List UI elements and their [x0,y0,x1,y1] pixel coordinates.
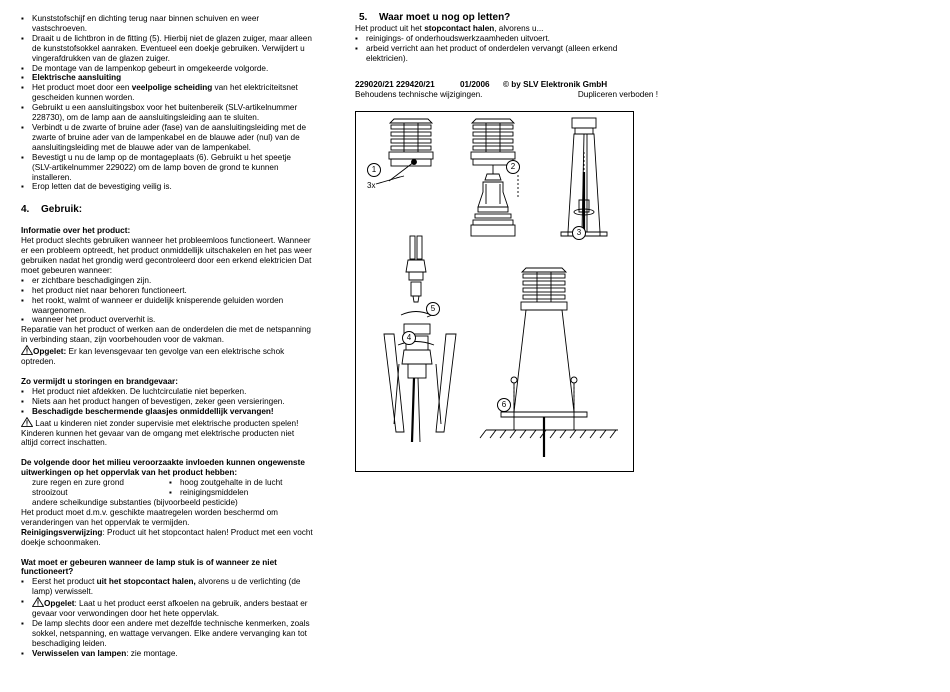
bulb-and-socket-drawing [384,236,456,442]
cleaning-note [21,528,313,548]
unplug-list [355,34,655,64]
article-info-row [355,80,655,90]
list-item [21,649,313,659]
cleaning-label: Reinigingsverwijzing [21,527,103,537]
lamp-base-drawing [561,118,607,236]
fire-hazard-list [21,387,313,417]
article-numbers: 229020/21 229420/21 [355,79,435,89]
list-item: ▪ Het product niet afdekken. De luchtcirculatie niet beperken. [21,387,313,397]
list-item: ▪ Erop letten dat de bevestiging veilig is. [21,182,313,192]
section-4-heading [21,204,313,216]
caution-shock [21,345,313,367]
text-segment-bold: veelpolige scheiding [131,83,213,93]
section-5-heading [355,12,655,24]
lamp-head-drawing-1 [376,119,433,184]
env-item: strooizout [32,488,68,498]
caution-text: Er kan levensgevaar ten gevolge van een elektrische schok optreden. [21,347,285,367]
list-item [21,597,313,619]
env-item: ▪ reinigingsmiddelen [169,488,319,498]
env-item: zure regen en zure grond [32,478,124,488]
product-info-text: Het product slechts gebruiken wanneer het probleemloos functioneert. Wanneer er een probleem optreedt, het product onmiddellijk uitschakelen en het pas weer gebruiken nadat het grondig werd gecontroleerd door een erkend elektricien Dat moet gebeuren wanneer: [21,236,312,275]
text-segment: Het product uit het [355,24,425,33]
list-item: ▪ Verbindt u de zwarte of bruine ader (fase) van de aansluitingsleiding met de zwarte of bruine ader van de lampenkabel en de blauwe ader (nul) van de aansluitingsleiding met de blauwe ader van de lampenkabel. [21,123,313,153]
problem-list [21,276,313,326]
caution-label: Opgelet: [33,347,67,357]
text-segment: Het product moet door een [32,83,132,93]
environment-heading: De volgende door het milieu veroorzaakte invloeden kunnen ongewenste uitwerkingen op het oppervlak van het product hebben: [21,458,305,478]
list-item: ▪ het product niet naar behoren functioneert. [21,286,313,296]
caution-text: : Laat u het product eerst afkoelen na gebruik, anders bestaat er gevaar voor verwondingen door het hete oppervlak. [32,599,308,619]
text-segment: van het elektriciteitsnet gescheiden kunnen worden. [32,83,298,103]
lamp-head-drawing-2 [471,119,518,236]
list-item: ▪ Kunststofschijf en dichting terug naar binnen schuiven en weer vastschroeven. [21,14,313,34]
env-item: andere scheikundige substanties (bijvoorbeeld pesticide) [32,497,238,507]
list-item: ▪ het rookt, walmt of wanneer er duidelijk knisperende geluiden worden waargenomen. [21,296,313,316]
environment-influences [21,478,313,508]
children-warning [21,417,313,449]
text-segment: Eerst het product [32,577,97,587]
callout-6: 6 [497,398,511,412]
section-number: 4. [21,204,30,216]
env-item: ▪ hoog zoutgehalte in de lucht [169,478,319,488]
caution-label: Opgelet [44,599,75,609]
technical-changes-note: Behoudens technische wijzigingen. [355,89,483,99]
list-item: ▪ reinigings- of onderhoudswerkzaamheden uitvoert. [355,34,655,44]
list-item: ▪ Draait u de lichtbron in de fitting (5). Hierbij niet de glazen zuiger, maar alleen de kunststofsokkel aanraken. Eventueel een doekje gebruiken. Verwijdert u vingerafdrukken van de glazen zuiger. [21,34,313,64]
warning-triangle-icon [21,345,33,355]
callout-3: 3 [572,226,586,240]
protection-text: Het product moet d.m.v. geschikte maatregelen worden beschermd om veranderingen van het oppervlak te vermijden. [21,507,278,527]
text-segment-bold: uit het stopcontact halen, [96,577,196,587]
assembly-drawing [356,112,633,471]
list-item: ▪ er zichtbare beschadigingen zijn. [21,276,313,286]
list-item: ▪ wanneer het product oververhit is. [21,315,313,325]
lamp-broken-list [21,577,313,658]
copyright: © by SLV Elektronik GmbH [503,79,608,89]
right-column [355,12,658,99]
children-warning-text: Laat u kinderen niet zonder supervisie met elektrische producten spelen! Kinderen kunnen het gevaar van de omgang met elektrische producten niet altijd correct inschatten. [21,418,299,448]
text-segment-bold: Verwisselen van lampen [32,648,127,658]
cleaning-text: : Product uit het stopcontact halen! Product met een vocht doekje schoonmaken. [21,527,313,547]
left-column [21,14,313,659]
section-number: 5. [359,12,368,23]
list-item: ▪ De montage van de lampenkop gebeurt in omgekeerde volgorde. [21,64,313,74]
text-segment: : zie montage. [126,648,178,658]
warning-triangle-icon [21,417,33,427]
callout-1: 1 [367,163,381,177]
warning-triangle-icon [32,597,44,607]
list-item: ▪ Gebruikt u een aansluitingsbox voor het buitenbereik (SLV-artikelnummer 228730), om de lamp aan de aansluitingsleiding aan te sluiten. [21,103,313,123]
text-segment-bold: stopcontact halen [424,24,495,33]
product-info-heading: Informatie over het product: [21,226,131,236]
list-item: ▪ Bevestigt u nu de lamp op de montageplaats (6). Gebruikt u het speetje (SLV-artikelnummer 229022) om de lamp boven de grond te kunnen installeren. [21,153,313,183]
section-title: Waar moet u nog op letten? [379,12,511,23]
fire-hazard-heading: Zo vermijdt u storingen en brandgevaar: [21,377,178,386]
list-item: ▪ Beschadigde beschermende glaasjes onmiddellijk vervangen! [21,407,313,417]
lamp-broken-heading: Wat moet er gebeuren wanneer de lamp stuk is of wanneer ze niet functioneert? [21,557,277,577]
callout-2: 2 [506,160,520,174]
rights-row [355,90,658,100]
list-item: ▪ Niets aan het product hangen of bevestigen, zeker geen versieringen. [21,397,313,407]
text-segment: alvorens u de verlichting (de lamp) verwisselt. [32,577,301,597]
repair-text: Reparatie van het product of werken aan de onderdelen die met de netspanning in verbinding staan, zijn voorbehouden voor de vakman. [21,325,311,345]
callout-5: 5 [426,302,440,316]
section-title: Gebruik: [41,204,83,216]
bollard-drawing [480,268,618,457]
document-date: 01/2006 [460,79,490,89]
list-item: ▪ De lamp slechts door een andere met dezelfde technische kenmerken, zoals sokkel, netspanning, en wattage vervangen. Elke andere vervanging kan tot beschadiging leiden. [21,619,313,649]
list-item [21,577,313,597]
list-item: ▪ arbeid verricht aan het product of onderdelen vervangt (alleen erkend elektricien). [355,44,655,64]
electrical-connection-heading: ▪ Elektrische aansluiting [21,73,313,83]
callout-4: 4 [402,331,416,345]
quantity-label: 3x [367,181,376,190]
text-segment: , alvorens u... [494,24,544,33]
unplug-intro [355,24,655,34]
copy-prohibited-note: Dupliceren verboden ! [577,89,658,99]
assembly-illustration [355,111,634,472]
list-item [21,83,313,103]
mounting-steps-list [21,14,313,192]
